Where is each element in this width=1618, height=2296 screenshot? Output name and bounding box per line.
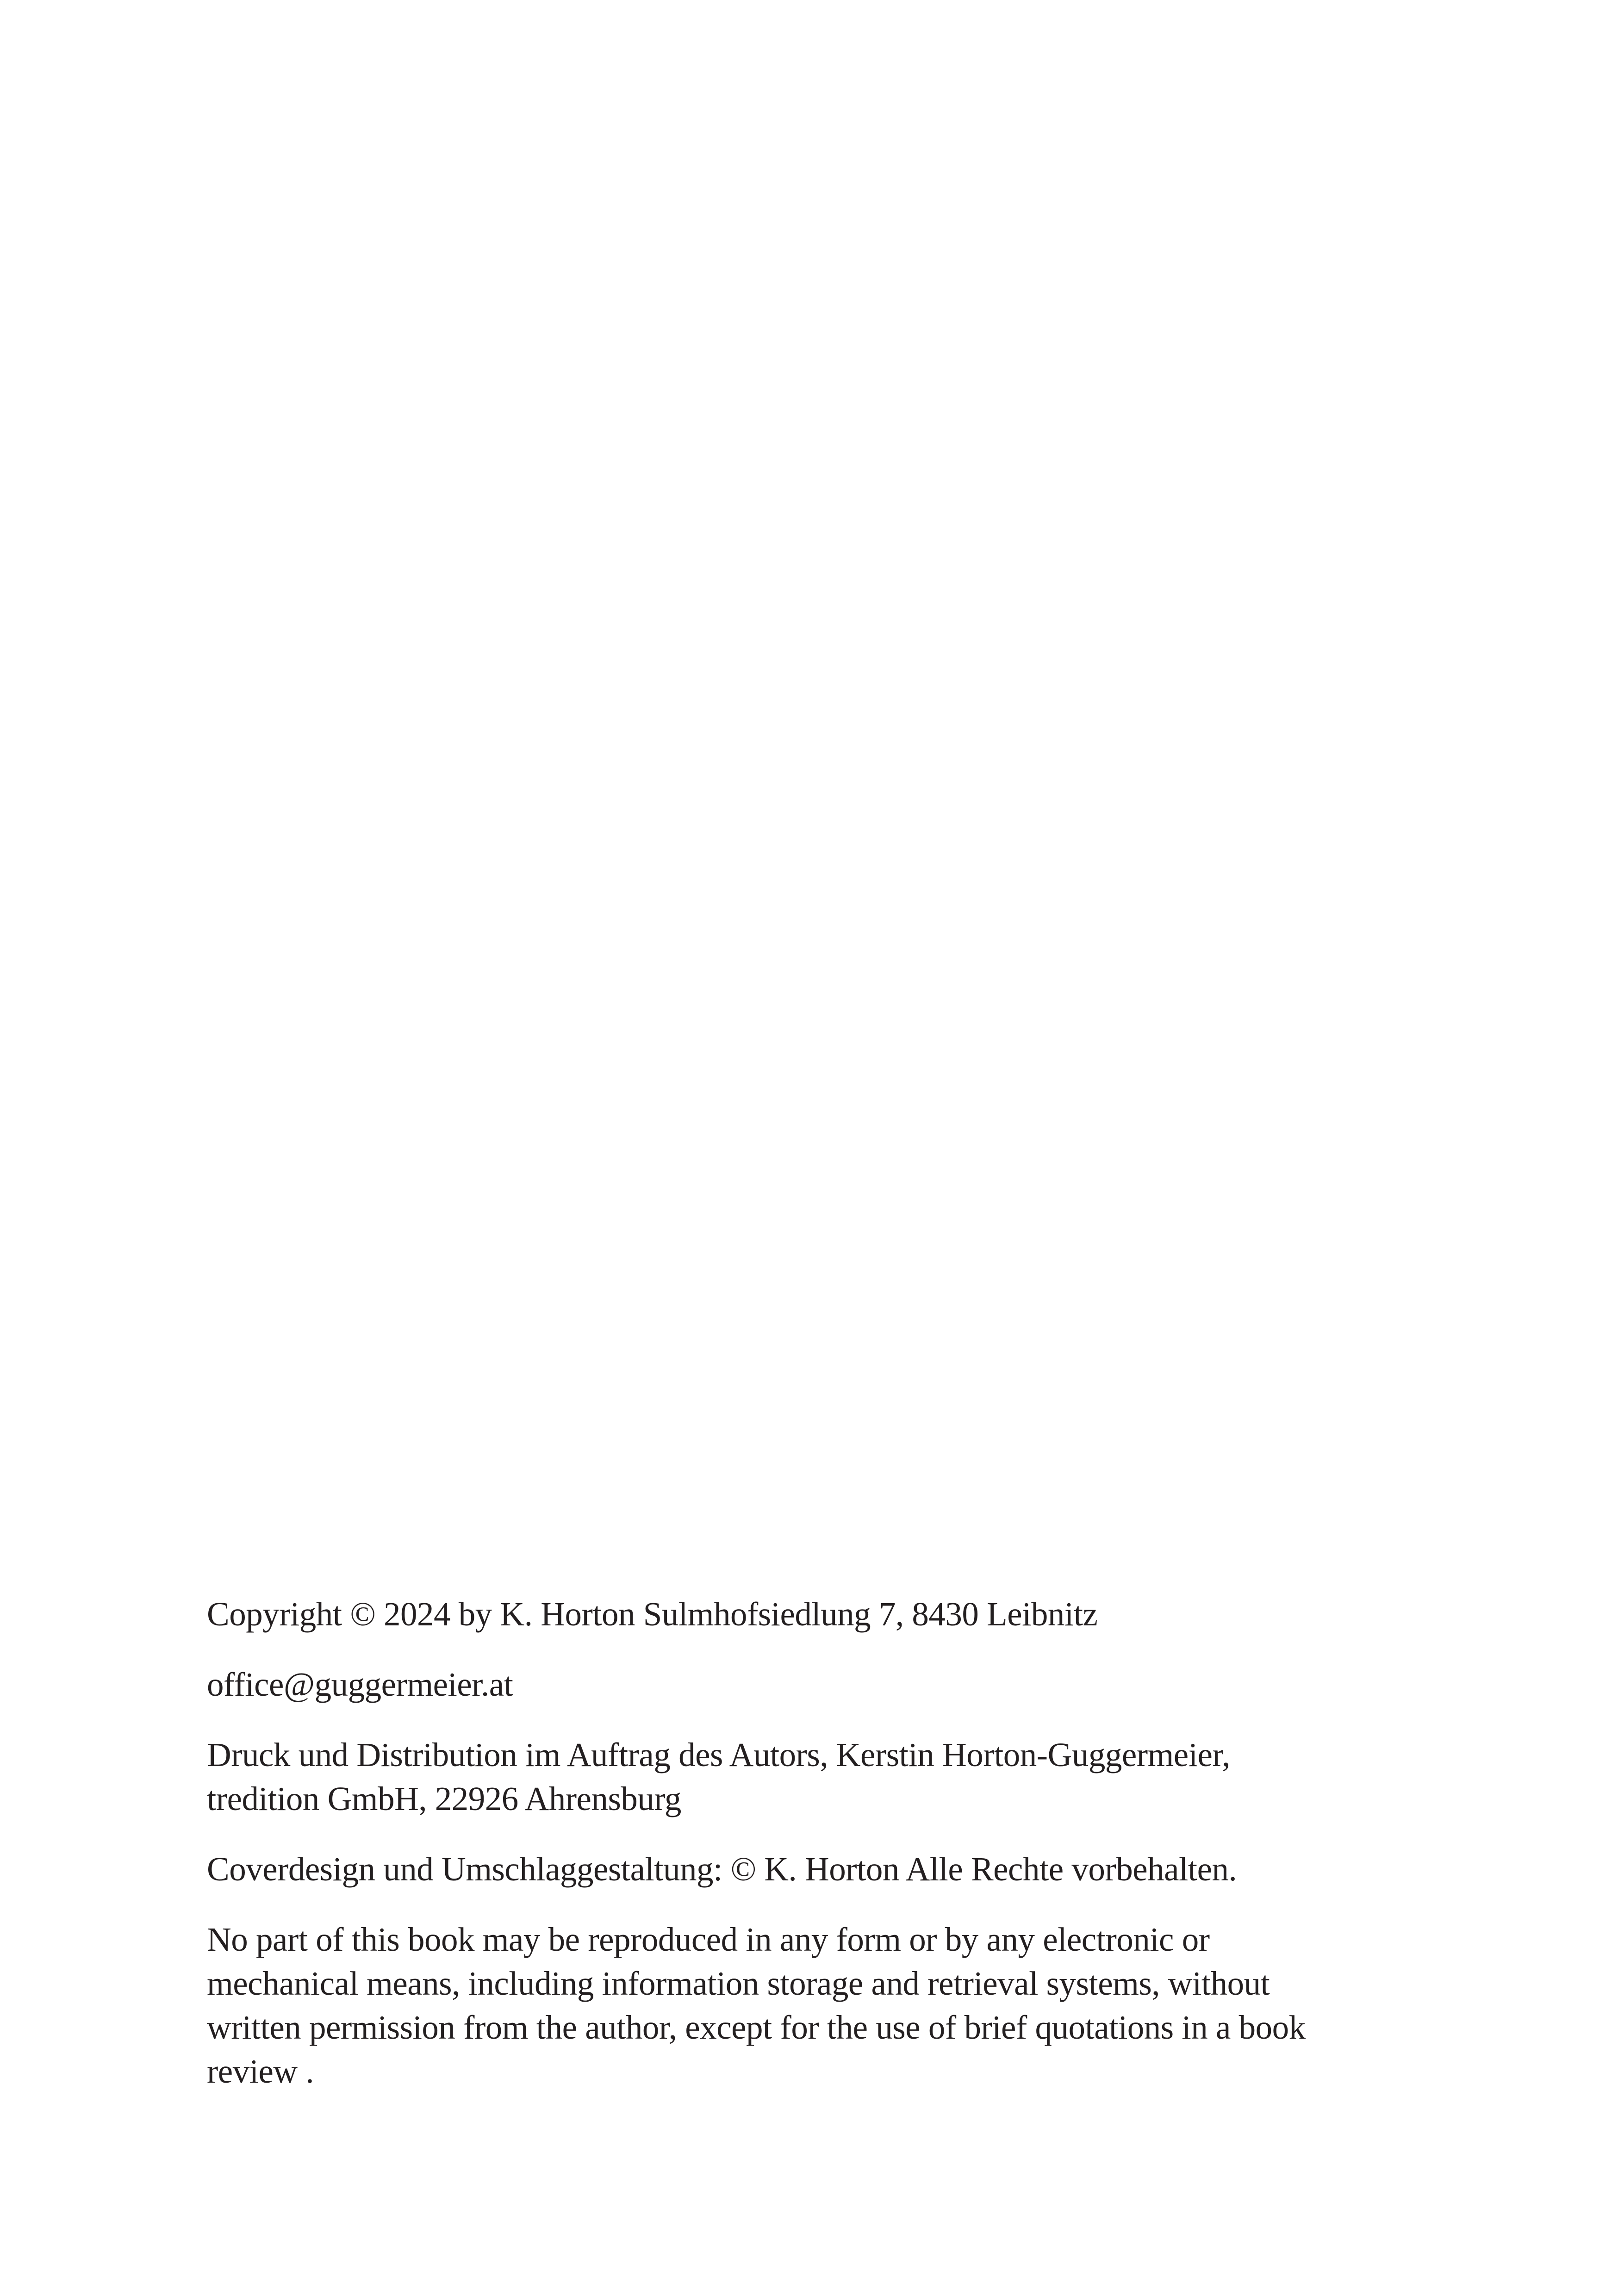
print-distribution-paragraph bbox=[207, 1733, 1419, 1821]
contact-email: office@guggermeier.at bbox=[207, 1666, 513, 1703]
cover-design-line: Coverdesign und Umschlaggestaltung: © K. Horton Alle Rechte vorbehalten. bbox=[207, 1850, 1237, 1888]
rights-notice-paragraph bbox=[207, 1917, 1419, 2093]
print-distribution-line: tredition GmbH, 22926 Ahrensburg bbox=[207, 1780, 681, 1817]
print-distribution-line: Druck und Distribution im Auftrag des Autors, Kerstin Horton-Guggermeier, bbox=[207, 1736, 1231, 1773]
imprint-block bbox=[207, 1592, 1419, 2120]
rights-notice-line: review . bbox=[207, 2053, 314, 2090]
rights-notice-line: No part of this book may be reproduced in any form or by any electronic or bbox=[207, 1921, 1210, 1958]
rights-notice-line: written permission from the author, except for the use of brief quotations in a book bbox=[207, 2009, 1306, 2046]
rights-notice-line: mechanical means, including information storage and retrieval systems, without bbox=[207, 1965, 1270, 2002]
copyright-line: Copyright © 2024 by K. Horton Sulmhofsiedlung 7, 8430 Leibnitz bbox=[207, 1595, 1098, 1633]
